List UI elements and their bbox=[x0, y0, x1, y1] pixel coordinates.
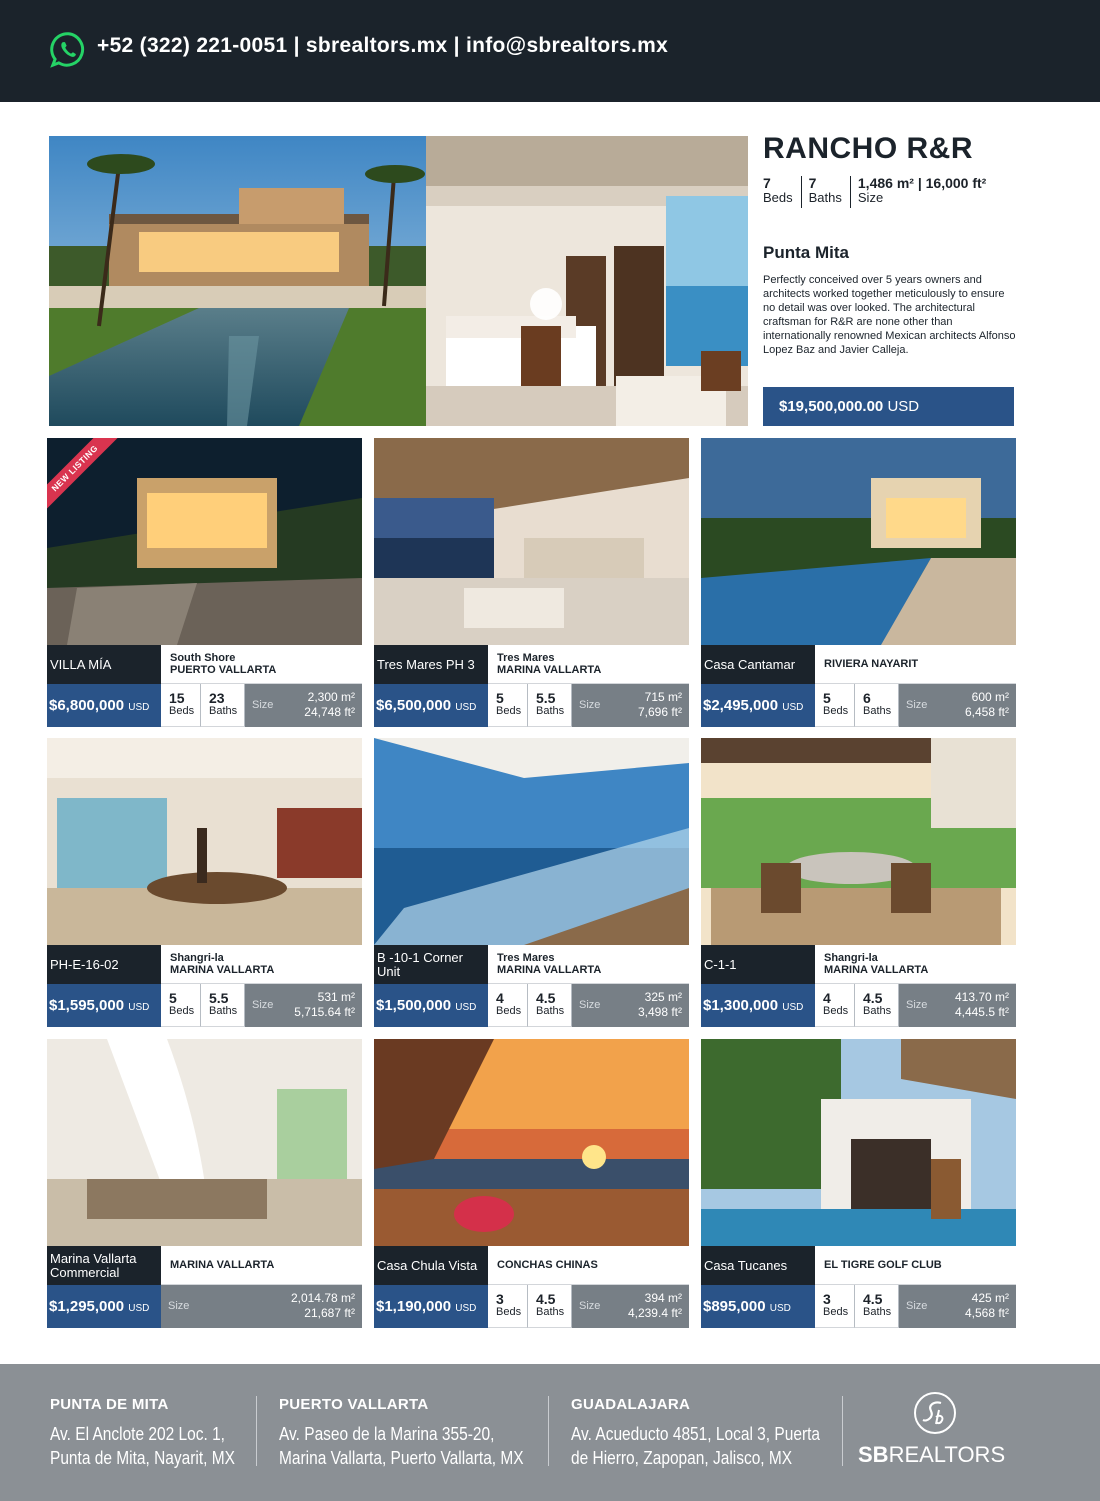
new-listing-ribbon: NEW LISTING bbox=[47, 438, 123, 517]
listing-size bbox=[161, 1285, 362, 1328]
listing-beds-label: Beds bbox=[496, 1005, 522, 1017]
listing-beds-value: 3 bbox=[823, 1291, 831, 1307]
whatsapp-icon[interactable] bbox=[50, 31, 87, 68]
listing-beds bbox=[488, 684, 528, 727]
listing-beds-label: Beds bbox=[823, 705, 849, 717]
listing-size-label: Size bbox=[906, 999, 928, 1011]
listing-price bbox=[701, 1285, 815, 1328]
featured-size bbox=[858, 176, 994, 208]
listing-size-label: Size bbox=[168, 1300, 190, 1312]
sb-realtors-logo-text[interactable]: SBREALTORS bbox=[858, 1442, 1006, 1467]
listing-card-5[interactable] bbox=[374, 738, 689, 1027]
listing-beds bbox=[161, 684, 201, 727]
listing-price bbox=[374, 684, 488, 727]
listing-name: Casa Chula Vista bbox=[374, 1246, 488, 1285]
listing-size-value: 2,014.78 m² 21,687 ft² bbox=[290, 1291, 355, 1320]
listing-zone bbox=[488, 1246, 689, 1285]
listing-size-value: 600 m² 6,458 ft² bbox=[964, 690, 1009, 719]
listing-beds bbox=[815, 1285, 855, 1328]
listing-photo bbox=[47, 1039, 362, 1246]
listing-zone bbox=[815, 645, 1016, 684]
listing-beds bbox=[161, 984, 201, 1027]
listing-card-2[interactable] bbox=[374, 438, 689, 727]
office-address-line1: Av. Acueducto 4851, Local 3, Puerta bbox=[571, 1424, 821, 1444]
listing-baths bbox=[855, 1285, 899, 1328]
office-guadalajara bbox=[571, 1396, 861, 1470]
listing-zone-line1: Tres Mares bbox=[497, 652, 555, 664]
listing-name: Casa Tucanes bbox=[701, 1246, 815, 1285]
featured-specs bbox=[763, 176, 1001, 208]
listing-zone-line1: Shangri-la bbox=[824, 952, 878, 964]
office-name: PUNTA DE MITA bbox=[50, 1396, 169, 1413]
listing-card-6[interactable] bbox=[701, 738, 1016, 1027]
listing-price-currency: USD bbox=[782, 702, 804, 713]
listing-baths-label: Baths bbox=[536, 1005, 565, 1017]
listing-card-1[interactable] bbox=[47, 438, 362, 727]
listing-zone-line1: Tres Mares bbox=[497, 952, 555, 964]
listing-baths bbox=[528, 684, 572, 727]
listing-baths-label: Baths bbox=[209, 1005, 238, 1017]
featured-size-value: 1,486 m² | 16,000 ft² bbox=[857, 175, 987, 191]
listing-price-amount: $1,595,000 bbox=[49, 997, 125, 1014]
office-punta-de-mita bbox=[50, 1396, 265, 1470]
listing-name: PH-E-16-02 bbox=[47, 945, 161, 984]
listing-size-label: Size bbox=[252, 999, 274, 1011]
listing-name: C-1-1 bbox=[701, 945, 815, 984]
footer-divider bbox=[256, 1396, 257, 1466]
listing-zone-line1: RIVIERA NAYARIT bbox=[824, 658, 919, 670]
footer-divider bbox=[842, 1396, 843, 1466]
listing-baths-label: Baths bbox=[536, 1306, 565, 1318]
listing-card-3[interactable] bbox=[701, 438, 1016, 727]
listing-beds bbox=[488, 1285, 528, 1328]
listing-baths-label: Baths bbox=[863, 705, 892, 717]
listing-baths-label: Baths bbox=[209, 705, 238, 717]
listing-size bbox=[572, 984, 689, 1027]
featured-title: RANCHO R&R bbox=[763, 132, 973, 165]
listing-beds-value: 5 bbox=[169, 990, 177, 1006]
listing-baths-value: 4.5 bbox=[863, 990, 883, 1006]
listing-price-currency: USD bbox=[128, 1303, 150, 1314]
listing-photo bbox=[701, 438, 1016, 645]
featured-price[interactable] bbox=[763, 387, 1014, 426]
listing-photo bbox=[374, 1039, 689, 1246]
listing-zone-line2: MARINA VALLARTA bbox=[170, 964, 275, 976]
listing-size-value: 2,300 m² 24,748 ft² bbox=[304, 690, 355, 719]
listing-size-value: 325 m² 3,498 ft² bbox=[637, 990, 682, 1019]
listing-size bbox=[572, 684, 689, 727]
listing-price bbox=[47, 984, 161, 1027]
listing-baths-value: 4.5 bbox=[536, 990, 556, 1006]
listing-size-value: 413.70 m² 4,445.5 ft² bbox=[954, 990, 1009, 1019]
listing-baths bbox=[855, 684, 899, 727]
listing-zone-line1: Shangri-la bbox=[170, 952, 224, 964]
listing-beds-label: Beds bbox=[496, 1306, 522, 1318]
office-address-line1: Av. Paseo de la Marina 355-20, bbox=[279, 1424, 495, 1444]
featured-baths-label: Baths bbox=[808, 190, 842, 205]
listing-beds-label: Beds bbox=[169, 1005, 195, 1017]
featured-beds-label: Beds bbox=[763, 190, 793, 205]
listing-zone-line1: EL TIGRE GOLF CLUB bbox=[824, 1259, 942, 1271]
featured-bedroom-photo bbox=[426, 136, 748, 426]
listing-photo bbox=[701, 738, 1016, 945]
featured-baths-value: 7 bbox=[808, 175, 817, 191]
listing-beds-value: 3 bbox=[496, 1291, 504, 1307]
listing-zone-line2: PUERTO VALLARTA bbox=[170, 664, 277, 676]
sb-monogram-icon[interactable] bbox=[912, 1390, 958, 1436]
office-address-line2: Marina Vallarta, Puerto Vallarta, MX bbox=[279, 1448, 524, 1468]
office-address-line2: Punta de Mita, Nayarit, MX bbox=[50, 1448, 235, 1468]
listing-name: B -10-1 Corner Unit bbox=[374, 945, 488, 984]
listing-price-currency: USD bbox=[128, 702, 150, 713]
footer-divider bbox=[548, 1396, 549, 1466]
listing-beds-label: Beds bbox=[169, 705, 195, 717]
listing-baths-label: Baths bbox=[863, 1005, 892, 1017]
listing-zone bbox=[488, 645, 689, 684]
listing-zone-line1: CONCHAS CHINAS bbox=[497, 1259, 598, 1271]
listing-zone-line1: MARINA VALLARTA bbox=[170, 1259, 275, 1271]
featured-beds-value: 7 bbox=[763, 175, 771, 191]
listing-price bbox=[47, 1285, 161, 1328]
listing-card-4[interactable] bbox=[47, 738, 362, 1027]
listing-baths bbox=[201, 984, 245, 1027]
listing-size-label: Size bbox=[906, 699, 928, 711]
office-address-line2: de Hierro, Zapopan, Jalisco, MX bbox=[571, 1448, 793, 1468]
listing-beds-value: 15 bbox=[169, 690, 185, 706]
listing-name: Casa Cantamar bbox=[701, 645, 815, 684]
listing-zone-line2: MARINA VALLARTA bbox=[497, 664, 602, 676]
listing-baths-label: Baths bbox=[536, 705, 565, 717]
featured-exterior-photo bbox=[49, 136, 426, 426]
featured-size-label: Size bbox=[857, 190, 884, 205]
listing-size-value: 715 m² 7,696 ft² bbox=[637, 690, 682, 719]
listing-price-amount: $2,495,000 bbox=[703, 697, 779, 714]
listing-baths-value: 4.5 bbox=[536, 1291, 556, 1307]
listing-beds bbox=[488, 984, 528, 1027]
listing-price-amount: $6,500,000 bbox=[376, 697, 452, 714]
listing-size bbox=[899, 984, 1016, 1027]
listing-size bbox=[899, 684, 1016, 727]
listing-price-currency: USD bbox=[455, 1002, 477, 1013]
listing-size-value: 394 m² 4,239.4 ft² bbox=[627, 1291, 682, 1320]
listing-price-currency: USD bbox=[782, 1002, 804, 1013]
listing-beds-value: 4 bbox=[823, 990, 831, 1006]
listing-size-value: 531 m² 5,715.64 ft² bbox=[294, 990, 355, 1019]
listing-zone bbox=[488, 945, 689, 984]
listing-zone bbox=[161, 1246, 362, 1285]
listing-price-amount: $1,300,000 bbox=[703, 997, 779, 1014]
listing-zone-line2: MARINA VALLARTA bbox=[497, 964, 602, 976]
listing-card-7[interactable] bbox=[47, 1039, 362, 1328]
featured-beds bbox=[763, 176, 802, 208]
office-address-line1: Av. El Anclote 202 Loc. 1, bbox=[50, 1424, 225, 1444]
listing-zone bbox=[161, 945, 362, 984]
listing-name: Tres Mares PH 3 bbox=[374, 645, 488, 684]
listing-baths-value: 6 bbox=[863, 690, 871, 706]
listing-beds-value: 5 bbox=[496, 690, 504, 706]
listing-price bbox=[701, 984, 815, 1027]
listing-size bbox=[899, 1285, 1016, 1328]
listing-photo bbox=[701, 1039, 1016, 1246]
listing-name: VILLA MÍA bbox=[47, 645, 161, 684]
featured-location: Punta Mita bbox=[763, 243, 849, 262]
listing-photo bbox=[374, 438, 689, 645]
listing-size bbox=[245, 684, 362, 727]
listing-zone-line1: South Shore bbox=[170, 652, 236, 664]
listing-price bbox=[374, 1285, 488, 1328]
listing-price-amount: $1,295,000 bbox=[49, 1298, 125, 1315]
listing-zone-line2: MARINA VALLARTA bbox=[824, 964, 929, 976]
listing-baths-value: 5.5 bbox=[209, 990, 229, 1006]
office-name: GUADALAJARA bbox=[571, 1396, 691, 1413]
listing-size-label: Size bbox=[579, 1300, 601, 1312]
listing-price-currency: USD bbox=[769, 1303, 791, 1314]
listing-beds bbox=[815, 684, 855, 727]
listing-price-currency: USD bbox=[455, 1303, 477, 1314]
listing-zone bbox=[161, 645, 362, 684]
listing-card-9[interactable] bbox=[701, 1039, 1016, 1328]
listing-price-currency: USD bbox=[128, 1002, 150, 1013]
featured-baths bbox=[809, 176, 851, 208]
office-puerto-vallarta bbox=[279, 1396, 563, 1470]
listing-beds bbox=[815, 984, 855, 1027]
listing-baths-value: 4.5 bbox=[863, 1291, 883, 1307]
listing-price bbox=[374, 984, 488, 1027]
listing-baths bbox=[201, 684, 245, 727]
listing-price bbox=[47, 684, 161, 727]
featured-price-amount: $19,500,000.00 bbox=[779, 398, 884, 415]
featured-description: Perfectly conceived over 5 years owners and architects worked together meticulously to ensure no detail was over looked. The architectural craftsman for R&R are none other than internationally renowned Mexican architects Alfonso Lopez Baz and Javier Calleja. bbox=[763, 274, 1016, 356]
listing-baths-value: 23 bbox=[209, 690, 225, 706]
contact-line[interactable]: +52 (322) 221-0051 | sbrealtors.mx | info@sbrealtors.mx bbox=[97, 34, 669, 57]
listing-baths bbox=[528, 1285, 572, 1328]
listing-card-8[interactable] bbox=[374, 1039, 689, 1328]
listing-price-amount: $6,800,000 bbox=[49, 697, 125, 714]
listing-price bbox=[701, 684, 815, 727]
listing-baths bbox=[528, 984, 572, 1027]
listing-price-amount: $1,190,000 bbox=[376, 1298, 452, 1315]
listing-size-label: Size bbox=[252, 699, 274, 711]
listing-price-currency: USD bbox=[455, 702, 477, 713]
listing-photo bbox=[47, 738, 362, 945]
listing-baths-label: Baths bbox=[863, 1306, 892, 1318]
listing-size bbox=[245, 984, 362, 1027]
listing-zone bbox=[815, 1246, 1016, 1285]
listing-beds-label: Beds bbox=[823, 1306, 849, 1318]
featured-price-currency: USD bbox=[887, 398, 920, 415]
listing-beds-label: Beds bbox=[496, 705, 522, 717]
listing-size-label: Size bbox=[579, 999, 601, 1011]
listing-beds-label: Beds bbox=[823, 1005, 849, 1017]
listing-beds-value: 4 bbox=[496, 990, 504, 1006]
listing-baths-value: 5.5 bbox=[536, 690, 556, 706]
listing-size-label: Size bbox=[579, 699, 601, 711]
header-bar bbox=[0, 0, 1100, 102]
listing-price-amount: $895,000 bbox=[703, 1298, 766, 1315]
listing-price-amount: $1,500,000 bbox=[376, 997, 452, 1014]
listing-photo bbox=[47, 438, 362, 645]
listing-photo bbox=[374, 738, 689, 945]
listing-baths bbox=[855, 984, 899, 1027]
listing-size-value: 425 m² 4,568 ft² bbox=[964, 1291, 1009, 1320]
listing-size-label: Size bbox=[906, 1300, 928, 1312]
listing-size bbox=[572, 1285, 689, 1328]
listing-beds-value: 5 bbox=[823, 690, 831, 706]
office-name: PUERTO VALLARTA bbox=[279, 1396, 429, 1413]
listing-zone bbox=[815, 945, 1016, 984]
listing-name: Marina Vallarta Commercial bbox=[47, 1246, 161, 1285]
